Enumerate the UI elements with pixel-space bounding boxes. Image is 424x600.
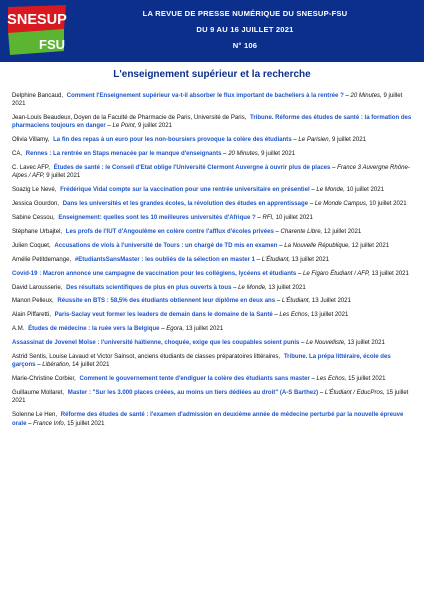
entry-date: 10 juillet 2021	[367, 201, 407, 208]
entry-source: – L'Étudiant / EducPros,	[318, 390, 385, 397]
press-entry	[12, 186, 412, 194]
entry-source: – Le Monde,	[309, 187, 345, 194]
entry-author: A.M.	[12, 326, 25, 333]
entry-author: Stéphane Urbajtel,	[12, 229, 63, 236]
press-entry	[12, 284, 412, 292]
entry-article-link[interactable]: Enseignement: quelles sont les 10 meilleures universités d'Afrique ?	[58, 215, 256, 222]
entry-source: – 20 Minutes,	[343, 93, 382, 99]
entry-article-link[interactable]: Tribune. Réforme des études de santé : la formation des pharmaciens toujours en danger	[12, 115, 412, 130]
entry-source: – Le Point,	[105, 123, 137, 130]
press-entry	[12, 136, 412, 144]
entry-article-link[interactable]: Comment l'Enseignement supérieur va-t-il absorber le flux important de bacheliers à la rentrée ?	[66, 93, 344, 99]
logo-text-bottom: FSU	[39, 37, 65, 52]
entry-date: 13 juillet 2021	[266, 284, 306, 291]
entry-date: 13 juillet 2021	[369, 270, 409, 277]
entry-source: – Le Parisien,	[291, 137, 331, 144]
entry-source: – Les Echos,	[272, 312, 310, 319]
entry-source: – Le Monde,	[231, 284, 267, 291]
entry-date: 10 juillet 2021	[273, 215, 313, 222]
entry-source: – Le Figaro Étudiant / AFP,	[296, 270, 370, 277]
entry-article-link[interactable]: La fin des repas à un euro pour les non-boursiers provoque la colère des étudiants	[53, 137, 292, 144]
press-entry	[12, 389, 412, 406]
press-entry	[12, 375, 412, 383]
entry-author: Julien Coquet,	[12, 242, 51, 249]
section-title: L'enseignement supérieur et la recherche	[113, 69, 311, 80]
entry-date: 9 juillet 2021	[12, 93, 403, 108]
entry-author: Delphine Bancaud,	[12, 93, 64, 99]
entry-source: – Charente Libre,	[273, 229, 323, 236]
entry-author: Solenne Le Hen,	[12, 412, 58, 419]
press-entry	[12, 214, 412, 222]
entry-article-link[interactable]: Études de santé : le Conseil d'Etat oblige l'Université Clermont Auvergne à ouvrir plus de places	[53, 165, 331, 172]
entry-article-link[interactable]: Les profs de l'IUT d'Angoulême en colère contre l'afflux d'écoles privées	[65, 229, 274, 236]
entry-source: – France 3 Auvergne Rhône-Alpes / AFP,	[12, 165, 410, 180]
entry-date: 13 juillet 2021	[345, 340, 385, 347]
entry-article-link[interactable]: Des résultats scientifiques de plus en plus ouverts à tous	[66, 284, 232, 291]
entry-article-link[interactable]: #EtudiantsSansMaster : les oubliés de la sélection en master 1	[74, 256, 255, 263]
entry-author: Marie-Christine Corbier,	[12, 376, 76, 383]
press-entry-list	[12, 92, 412, 433]
entry-author: Jean-Louis Beaudeux, Doyen de la Faculté de Pharmacie de Paris, Université de Paris,	[12, 115, 247, 122]
entry-article-link[interactable]: Réussite en BTS : 58,5% des étudiants obtiennent leur diplôme en deux ans	[57, 298, 276, 305]
entry-source: – Le Nouvelliste,	[299, 340, 346, 347]
entry-article-link[interactable]: Paris-Saclay veut former les leaders de demain dans le domaine de la Santé	[54, 312, 273, 319]
press-entry	[12, 411, 412, 428]
entry-date: 9 juillet 2021	[136, 123, 172, 130]
entry-author: Manon Pelleux,	[12, 298, 54, 305]
press-entry	[12, 92, 412, 109]
entry-article-link[interactable]: Assassinat de Jovenel Moïse : l'université haïtienne, choquée, exige que les coupables soient punis	[12, 340, 300, 347]
entry-date: 9 juillet 2021	[44, 173, 81, 180]
entry-article-link[interactable]: Accusations de viols à l'université de Tours : un chargé de TD mis en examen	[54, 242, 278, 249]
entry-date: 13 juillet 2021	[290, 256, 330, 263]
entry-date: 10 juillet 2021	[344, 187, 384, 194]
header-line-dates: DU 9 AU 16 JUILLET 2021	[196, 25, 294, 34]
entry-date: 13 Juillet 2021	[310, 298, 351, 305]
entry-article-link[interactable]: Tribune. La prépa littéraire, école des garçons	[12, 354, 391, 369]
entry-article-link[interactable]: Rennes : La rentrée en Staps menacée par le manque d'enseignants	[25, 151, 222, 158]
entry-source: – Egora,	[159, 326, 185, 333]
entry-date: 15 juillet 2021	[346, 376, 386, 383]
entry-author: Amélie Petitdemange,	[12, 256, 72, 263]
entry-source: – L'Étudiant,	[275, 298, 311, 305]
entry-article-link[interactable]: Études de médecine : la ruée vers la Belgique	[28, 326, 160, 333]
entry-date: 9 juillet 2021	[330, 137, 366, 144]
entry-date: 12 juillet 2021	[350, 242, 390, 249]
press-entry	[12, 242, 412, 250]
header-text	[70, 6, 420, 54]
press-entry	[12, 164, 412, 181]
entry-source: – L'Étudiant,	[255, 256, 291, 263]
entry-source: – France Info,	[26, 420, 66, 427]
entry-author: Alain Piffaretti,	[12, 312, 51, 319]
header-line-title: LA REVUE DE PRESSE NUMÉRIQUE DU SNESUP-FSU	[142, 9, 348, 18]
entry-article-link[interactable]: Frédérique Vidal compte sur la vaccination pour une rentrée universitaire en présentiel	[60, 187, 310, 194]
entry-source: – Les Echos,	[309, 376, 347, 383]
press-entry	[12, 353, 412, 370]
entry-author: CA,	[12, 151, 23, 158]
entry-source: – Le Monde Campus,	[308, 201, 368, 208]
entry-date: 15 juillet 2021	[12, 390, 409, 405]
entry-article-link[interactable]: Comment le gouvernement tente d'endiguer la colère des étudiants sans master	[79, 376, 310, 383]
entry-source: – Libération,	[35, 362, 71, 369]
header-banner	[0, 0, 424, 62]
press-entry	[12, 311, 412, 319]
press-entry	[12, 114, 412, 131]
press-entry	[12, 270, 412, 278]
entry-date: 12 juillet 2021	[322, 229, 362, 236]
press-entry	[12, 200, 412, 208]
entry-date: 9 juillet 2021	[259, 151, 296, 158]
entry-author: Jessica Gourdon,	[12, 201, 60, 208]
press-entry	[12, 297, 412, 305]
snesup-fsu-logo	[6, 3, 68, 59]
entry-article-link[interactable]: Covid-19 : Macron annonce une campagne de vaccination pour les collégiens, lycéens et étudiants	[12, 270, 297, 277]
entry-article-link[interactable]: Réforme des études de santé : l'examen d'admission en deuxième année de médecine perturbé par la nouvelle épreuve orale	[12, 412, 404, 427]
entry-author: C. Lavec AFP,	[12, 165, 50, 172]
entry-author: Olivia Villamy,	[12, 137, 50, 144]
press-entry	[12, 325, 412, 333]
entry-author: Sabine Cessou,	[12, 215, 55, 222]
entry-article-link[interactable]: Master : "Sur les 3.000 places créées, au moins un tiers dédiées au droit" (A-S Barthez)	[67, 390, 319, 397]
logo-text-top: SNESUP	[7, 12, 67, 28]
entry-article-link[interactable]: Dans les universités et les grandes écoles, la révolution des études en apprentissage	[62, 201, 309, 208]
press-entry	[12, 339, 412, 347]
entry-source: – RFI,	[255, 215, 274, 222]
press-entry	[12, 228, 412, 236]
entry-date: 13 juillet 2021	[184, 326, 224, 333]
header-line-number: N° 106	[232, 41, 258, 50]
press-entry	[12, 256, 412, 264]
entry-date: 13 juillet 2021	[309, 312, 349, 319]
entry-date: 14 juillet 2021	[70, 362, 110, 369]
entry-author: Soazig Le Nevé,	[12, 187, 57, 194]
entry-author: Astrid Sentis, Louise Lavaud et Victor Sainsot, anciens étudiants de classes préparatoires littéraires,	[12, 354, 281, 361]
entry-source: – 20 Minutes,	[221, 151, 260, 158]
entry-source: – La Nouvelle République,	[277, 242, 351, 249]
entry-date: 15 juillet 2021	[65, 420, 105, 427]
entry-author: Guillaume Mollaret,	[12, 390, 65, 397]
press-entry	[12, 150, 412, 158]
entry-author: David Larousserie,	[12, 284, 63, 291]
